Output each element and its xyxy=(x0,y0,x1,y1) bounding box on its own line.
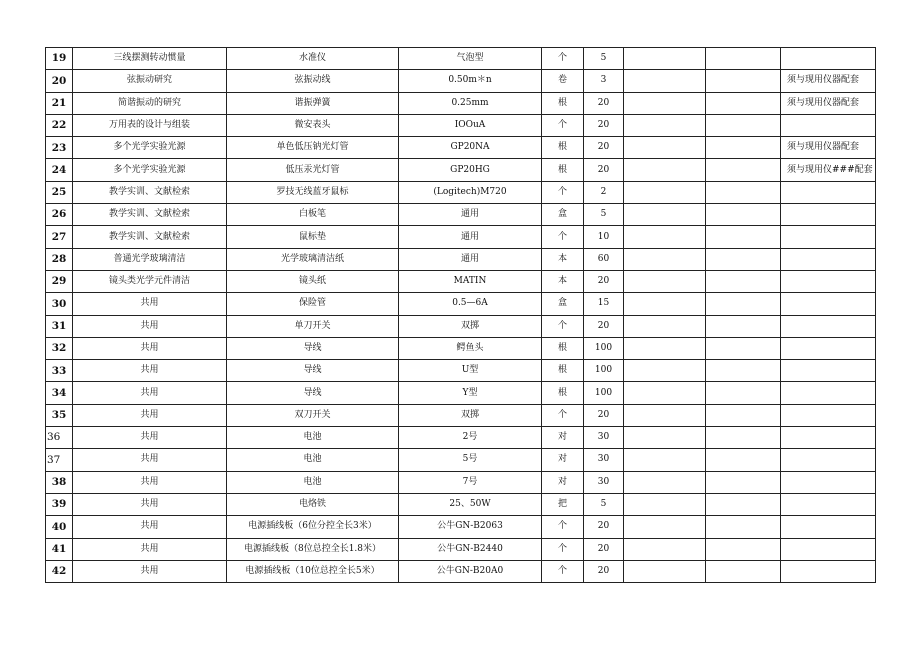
blank-cell xyxy=(706,538,781,560)
table-body xyxy=(46,48,876,583)
row-number-cell: 24 xyxy=(46,159,73,181)
item-name-cell: 导线 xyxy=(227,337,399,359)
row-number-cell: 21 xyxy=(46,92,73,114)
blank-cell xyxy=(706,48,781,70)
quantity-cell: 2 xyxy=(584,181,624,203)
quantity-cell: 5 xyxy=(584,204,624,226)
project-cell: 共用 xyxy=(73,471,227,493)
unit-cell: 根 xyxy=(542,360,584,382)
project-cell: 多个光学实验光源 xyxy=(73,137,227,159)
blank-cell xyxy=(624,538,706,560)
item-name-cell: 微安表头 xyxy=(227,114,399,136)
note-cell xyxy=(781,427,876,449)
spec-cell: 2号 xyxy=(399,427,542,449)
quantity-cell: 20 xyxy=(584,92,624,114)
item-name-cell: 电源插线板（8位总控全长1.8米） xyxy=(227,538,399,560)
project-cell: 弦振动研究 xyxy=(73,70,227,92)
row-number-cell: 19 xyxy=(46,48,73,70)
spec-cell: 公牛GN-B20A0 xyxy=(399,560,542,582)
equipment-table xyxy=(45,47,876,583)
item-name-cell: 单刀开关 xyxy=(227,315,399,337)
row-number-cell: 35 xyxy=(46,404,73,426)
unit-cell: 本 xyxy=(542,248,584,270)
unit-cell: 盒 xyxy=(542,204,584,226)
row-number-cell: 28 xyxy=(46,248,73,270)
project-cell: 共用 xyxy=(73,427,227,449)
spec-cell: MATIN xyxy=(399,270,542,292)
blank-cell xyxy=(706,204,781,226)
table-row xyxy=(46,181,876,203)
project-cell: 教学实训、文献检索 xyxy=(73,204,227,226)
row-number-cell: 20 xyxy=(46,70,73,92)
note-cell xyxy=(781,471,876,493)
quantity-cell: 3 xyxy=(584,70,624,92)
note-cell xyxy=(781,538,876,560)
quantity-cell: 20 xyxy=(584,560,624,582)
item-name-cell: 电池 xyxy=(227,449,399,471)
table-row xyxy=(46,538,876,560)
blank-cell xyxy=(624,404,706,426)
blank-cell xyxy=(624,204,706,226)
unit-cell: 对 xyxy=(542,449,584,471)
blank-cell xyxy=(624,449,706,471)
item-name-cell: 双刀开关 xyxy=(227,404,399,426)
item-name-cell: 保险管 xyxy=(227,293,399,315)
item-name-cell: 单色低压钠光灯管 xyxy=(227,137,399,159)
item-name-cell: 电源插线板（6位分控全长3米） xyxy=(227,516,399,538)
item-name-cell: 水准仪 xyxy=(227,48,399,70)
item-name-cell: 电池 xyxy=(227,471,399,493)
note-cell xyxy=(781,114,876,136)
row-number-cell: 42 xyxy=(46,560,73,582)
spec-cell: GP20HG xyxy=(399,159,542,181)
table-row xyxy=(46,293,876,315)
project-cell: 共用 xyxy=(73,382,227,404)
blank-cell xyxy=(706,159,781,181)
table-row xyxy=(46,226,876,248)
table-row xyxy=(46,516,876,538)
project-cell: 三线摆测转动惯量 xyxy=(73,48,227,70)
project-cell: 共用 xyxy=(73,538,227,560)
project-cell: 镜头类光学元件清洁 xyxy=(73,270,227,292)
project-cell: 共用 xyxy=(73,315,227,337)
blank-cell xyxy=(624,248,706,270)
blank-cell xyxy=(706,315,781,337)
note-cell xyxy=(781,516,876,538)
blank-cell xyxy=(706,92,781,114)
blank-cell xyxy=(624,270,706,292)
unit-cell: 盒 xyxy=(542,293,584,315)
quantity-cell: 60 xyxy=(584,248,624,270)
quantity-cell: 100 xyxy=(584,382,624,404)
blank-cell xyxy=(624,114,706,136)
table-row xyxy=(46,449,876,471)
project-cell: 共用 xyxy=(73,560,227,582)
unit-cell: 个 xyxy=(542,181,584,203)
quantity-cell: 20 xyxy=(584,159,624,181)
table-row xyxy=(46,315,876,337)
quantity-cell: 30 xyxy=(584,427,624,449)
unit-cell: 根 xyxy=(542,92,584,114)
blank-cell xyxy=(706,560,781,582)
blank-cell xyxy=(624,226,706,248)
spec-cell: 公牛GN-B2063 xyxy=(399,516,542,538)
spec-cell: 25、50W xyxy=(399,493,542,515)
note-cell: 须与现用仪器配套 xyxy=(781,70,876,92)
spec-cell: IOOuA xyxy=(399,114,542,136)
item-name-cell: 导线 xyxy=(227,382,399,404)
project-cell: 普通光学玻璃清洁 xyxy=(73,248,227,270)
note-cell xyxy=(781,449,876,471)
note-cell xyxy=(781,248,876,270)
spec-cell: 7号 xyxy=(399,471,542,493)
blank-cell xyxy=(624,516,706,538)
project-cell: 教学实训、文献检索 xyxy=(73,226,227,248)
blank-cell xyxy=(624,92,706,114)
unit-cell: 个 xyxy=(542,315,584,337)
unit-cell: 个 xyxy=(542,48,584,70)
quantity-cell: 20 xyxy=(584,137,624,159)
table-row xyxy=(46,427,876,449)
item-name-cell: 白板笔 xyxy=(227,204,399,226)
blank-cell xyxy=(706,337,781,359)
blank-cell xyxy=(706,449,781,471)
item-name-cell: 谐振弹簧 xyxy=(227,92,399,114)
project-cell: 共用 xyxy=(73,493,227,515)
quantity-cell: 100 xyxy=(584,360,624,382)
row-number-cell: 34 xyxy=(46,382,73,404)
quantity-cell: 15 xyxy=(584,293,624,315)
quantity-cell: 20 xyxy=(584,270,624,292)
table-row xyxy=(46,337,876,359)
spec-cell: GP20NA xyxy=(399,137,542,159)
note-cell: 须与现用仪器配套 xyxy=(781,92,876,114)
unit-cell: 根 xyxy=(542,137,584,159)
row-number-cell: 27 xyxy=(46,226,73,248)
blank-cell xyxy=(706,293,781,315)
blank-cell xyxy=(706,516,781,538)
blank-cell xyxy=(624,493,706,515)
note-cell: 须与现用仪器配套 xyxy=(781,137,876,159)
unit-cell: 个 xyxy=(542,516,584,538)
blank-cell xyxy=(624,560,706,582)
table-row xyxy=(46,471,876,493)
table-row xyxy=(46,70,876,92)
item-name-cell: 电源插线板（10位总控全长5米） xyxy=(227,560,399,582)
row-number-cell: 36 xyxy=(46,427,73,449)
project-cell: 共用 xyxy=(73,449,227,471)
table-row xyxy=(46,493,876,515)
row-number-cell: 26 xyxy=(46,204,73,226)
spec-cell: 鳄鱼头 xyxy=(399,337,542,359)
project-cell: 多个光学实验光源 xyxy=(73,159,227,181)
quantity-cell: 20 xyxy=(584,114,624,136)
table-row xyxy=(46,92,876,114)
quantity-cell: 5 xyxy=(584,48,624,70)
note-cell xyxy=(781,270,876,292)
spec-cell: U型 xyxy=(399,360,542,382)
blank-cell xyxy=(624,70,706,92)
item-name-cell: 低压汞光灯管 xyxy=(227,159,399,181)
spec-cell: 0.25mm xyxy=(399,92,542,114)
note-cell xyxy=(781,204,876,226)
quantity-cell: 20 xyxy=(584,404,624,426)
quantity-cell: 5 xyxy=(584,493,624,515)
spec-cell: 5号 xyxy=(399,449,542,471)
item-name-cell: 罗技无线蓝牙鼠标 xyxy=(227,181,399,203)
row-number-cell: 40 xyxy=(46,516,73,538)
unit-cell: 根 xyxy=(542,382,584,404)
project-cell: 共用 xyxy=(73,293,227,315)
note-cell xyxy=(781,404,876,426)
blank-cell xyxy=(624,427,706,449)
quantity-cell: 30 xyxy=(584,471,624,493)
blank-cell xyxy=(624,337,706,359)
blank-cell xyxy=(706,181,781,203)
blank-cell xyxy=(624,382,706,404)
table-row xyxy=(46,248,876,270)
spec-cell: (Logitech)M720 xyxy=(399,181,542,203)
row-number-cell: 41 xyxy=(46,538,73,560)
project-cell: 共用 xyxy=(73,360,227,382)
item-name-cell: 弦振动线 xyxy=(227,70,399,92)
row-number-cell: 39 xyxy=(46,493,73,515)
blank-cell xyxy=(624,471,706,493)
blank-cell xyxy=(706,137,781,159)
blank-cell xyxy=(706,382,781,404)
blank-cell xyxy=(624,293,706,315)
item-name-cell: 电池 xyxy=(227,427,399,449)
note-cell xyxy=(781,181,876,203)
spec-cell: 通用 xyxy=(399,226,542,248)
note-cell xyxy=(781,360,876,382)
quantity-cell: 20 xyxy=(584,315,624,337)
project-cell: 简谐振动的研究 xyxy=(73,92,227,114)
spec-cell: 0.50m＊n xyxy=(399,70,542,92)
project-cell: 共用 xyxy=(73,404,227,426)
blank-cell xyxy=(706,248,781,270)
row-number-cell: 25 xyxy=(46,181,73,203)
row-number-cell: 32 xyxy=(46,337,73,359)
unit-cell: 根 xyxy=(542,337,584,359)
note-cell xyxy=(781,226,876,248)
table-row xyxy=(46,137,876,159)
item-name-cell: 镜头纸 xyxy=(227,270,399,292)
table-row xyxy=(46,560,876,582)
item-name-cell: 光学玻璃清洁纸 xyxy=(227,248,399,270)
unit-cell: 对 xyxy=(542,427,584,449)
table-row xyxy=(46,270,876,292)
row-number-cell: 37 xyxy=(46,449,73,471)
item-name-cell: 导线 xyxy=(227,360,399,382)
item-name-cell: 鼠标垫 xyxy=(227,226,399,248)
row-number-cell: 33 xyxy=(46,360,73,382)
spec-cell: 双掷 xyxy=(399,404,542,426)
blank-cell xyxy=(624,181,706,203)
row-number-cell: 23 xyxy=(46,137,73,159)
row-number-cell: 38 xyxy=(46,471,73,493)
blank-cell xyxy=(706,70,781,92)
unit-cell: 个 xyxy=(542,226,584,248)
quantity-cell: 20 xyxy=(584,516,624,538)
blank-cell xyxy=(624,159,706,181)
project-cell: 共用 xyxy=(73,337,227,359)
blank-cell xyxy=(624,315,706,337)
unit-cell: 个 xyxy=(542,404,584,426)
table-row xyxy=(46,48,876,70)
blank-cell xyxy=(706,471,781,493)
table-row xyxy=(46,159,876,181)
table-row xyxy=(46,404,876,426)
unit-cell: 对 xyxy=(542,471,584,493)
row-number-cell: 29 xyxy=(46,270,73,292)
spec-cell: 公牛GN-B2440 xyxy=(399,538,542,560)
blank-cell xyxy=(706,427,781,449)
blank-cell xyxy=(706,360,781,382)
unit-cell: 个 xyxy=(542,114,584,136)
spec-cell: 通用 xyxy=(399,248,542,270)
blank-cell xyxy=(624,48,706,70)
table-row xyxy=(46,114,876,136)
unit-cell: 根 xyxy=(542,159,584,181)
quantity-cell: 100 xyxy=(584,337,624,359)
note-cell xyxy=(781,382,876,404)
note-cell xyxy=(781,315,876,337)
quantity-cell: 20 xyxy=(584,538,624,560)
unit-cell: 个 xyxy=(542,538,584,560)
row-number-cell: 22 xyxy=(46,114,73,136)
blank-cell xyxy=(706,270,781,292)
unit-cell: 把 xyxy=(542,493,584,515)
blank-cell xyxy=(624,360,706,382)
quantity-cell: 30 xyxy=(584,449,624,471)
row-number-cell: 30 xyxy=(46,293,73,315)
blank-cell xyxy=(706,114,781,136)
table-row xyxy=(46,360,876,382)
spec-cell: 0.5—6A xyxy=(399,293,542,315)
spec-cell: 通用 xyxy=(399,204,542,226)
unit-cell: 卷 xyxy=(542,70,584,92)
table-row xyxy=(46,382,876,404)
note-cell: 须与现用仪###配套 xyxy=(781,159,876,181)
unit-cell: 本 xyxy=(542,270,584,292)
item-name-cell: 电烙铁 xyxy=(227,493,399,515)
project-cell: 教学实训、文献检索 xyxy=(73,181,227,203)
project-cell: 共用 xyxy=(73,516,227,538)
quantity-cell: 10 xyxy=(584,226,624,248)
note-cell xyxy=(781,560,876,582)
note-cell xyxy=(781,48,876,70)
row-number-cell: 31 xyxy=(46,315,73,337)
project-cell: 万用表的设计与组装 xyxy=(73,114,227,136)
blank-cell xyxy=(706,493,781,515)
table-row xyxy=(46,204,876,226)
blank-cell xyxy=(624,137,706,159)
blank-cell xyxy=(706,226,781,248)
note-cell xyxy=(781,337,876,359)
spec-cell: 气泡型 xyxy=(399,48,542,70)
spec-cell: Y型 xyxy=(399,382,542,404)
unit-cell: 个 xyxy=(542,560,584,582)
spec-cell: 双掷 xyxy=(399,315,542,337)
blank-cell xyxy=(706,404,781,426)
note-cell xyxy=(781,493,876,515)
note-cell xyxy=(781,293,876,315)
